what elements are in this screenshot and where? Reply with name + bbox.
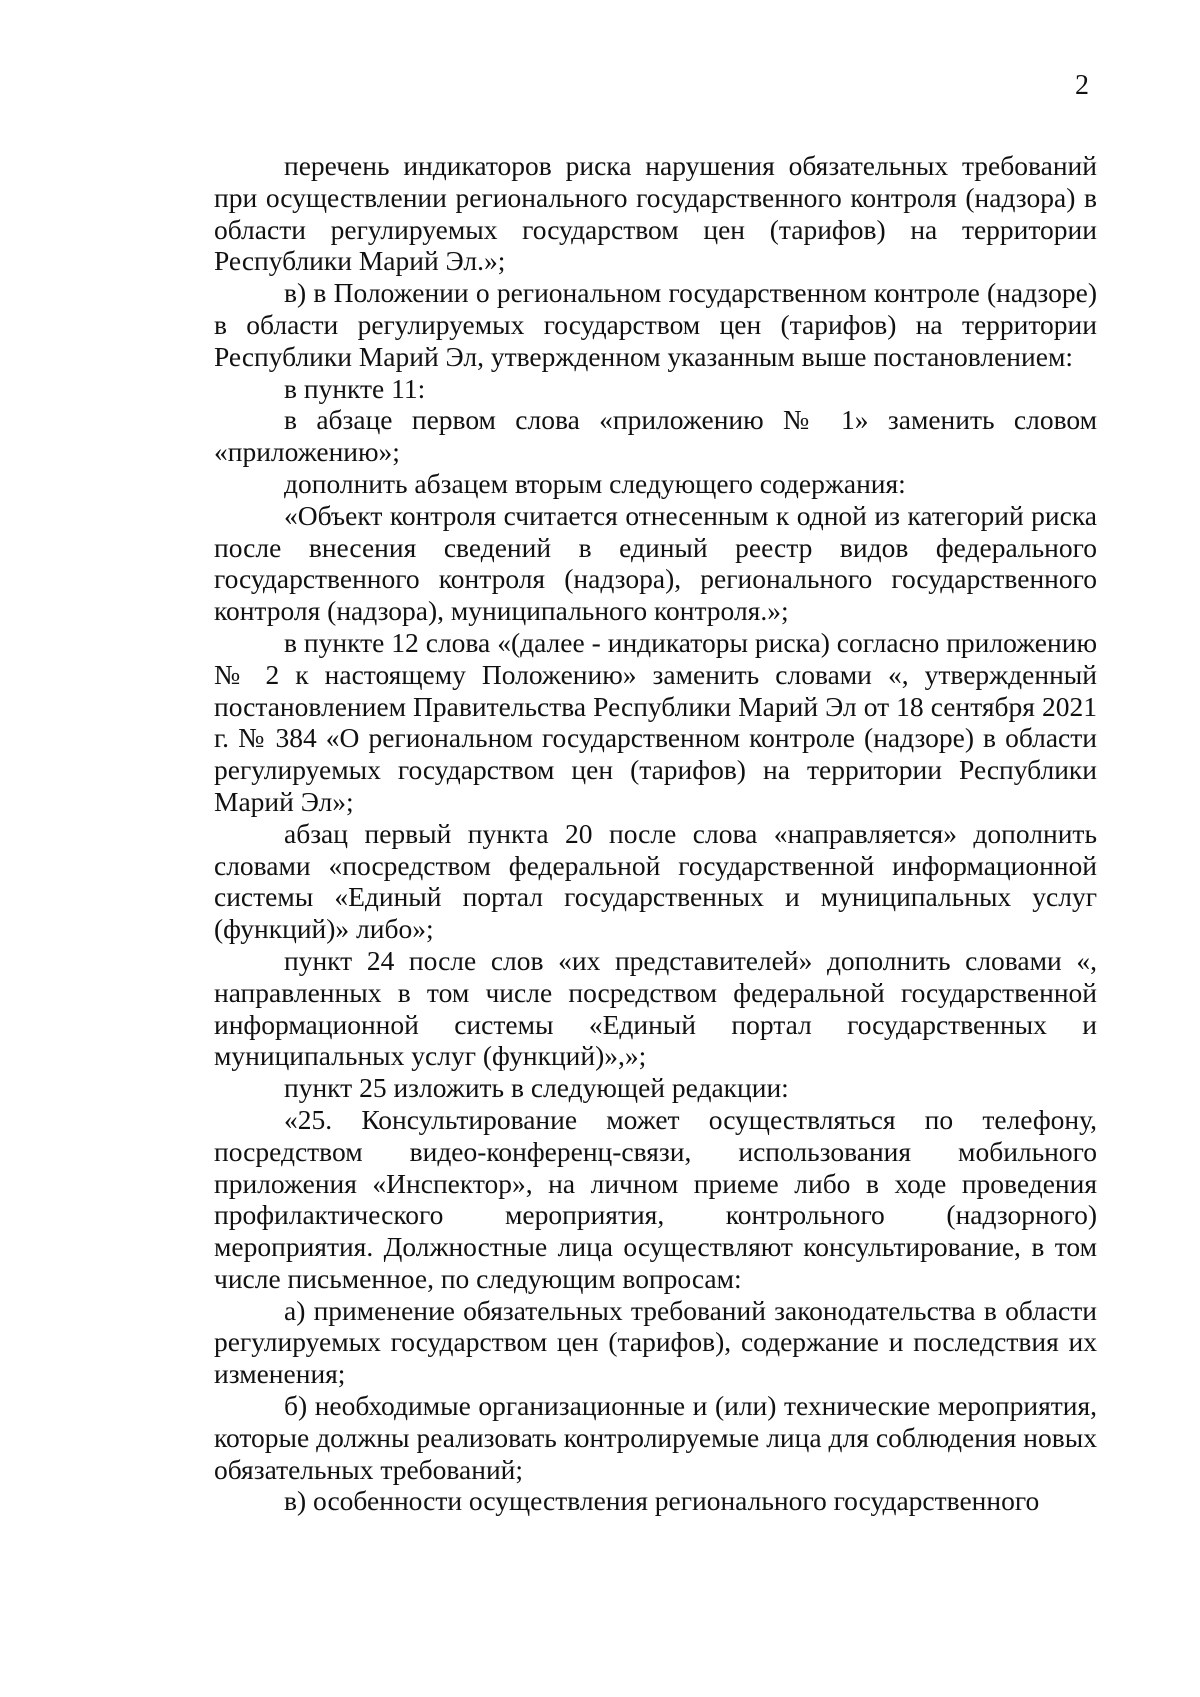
paragraph-5: дополнить абзацем вторым следующего содержания: [284,467,906,499]
paragraph-12: а) применение обязательных требований законодательства в области регулируемых государством цен (тарифов), содержание и последствия их изменения; [214,1294,1097,1390]
paragraph-8: абзац первый пункта 20 после слова «направляется» дополнить словами «посредством федеральной государственной информационной системы «Единый портал государственных и муниципальных услуг (функций)» либо»; [214,817,1097,945]
paragraph-14: в) особенности осуществления регионального государственного [284,1485,1040,1517]
document-body [214,150,1097,1517]
paragraph-13: б) необходимые организационные и (или) технические мероприятия, которые должны реализовать контролируемые лица для соблюдения новых обязательных требований; [214,1390,1097,1485]
paragraph-7: в пункте 12 слова «(далее - индикаторы риска) согласно приложению № 2 к настоящему Положению» заменить словами «, утвержденный постановлением Правительства Республики Марий Эл от 18 сентября 2021 г. № 384 «О региональном государственном контроле (надзоре) в области регулируемых государством цен (тарифов) на территории Республики Марий Эл»; [214,626,1097,817]
paragraph-1: перечень индикаторов риска нарушения обязательных требований при осуществлении регионального государственного контроля (надзора) в области регулируемых государством цен (тарифов) на территории Республики Марий Эл.»; [214,150,1097,277]
paragraph-6: «Объект контроля считается отнесенным к одной из категорий риска после внесения сведений в единый реестр видов федерального государственного контроля (надзора), регионального государственного контроля (надзора), муниципального контроля.»; [214,499,1097,627]
paragraph-2: в) в Положении о региональном государственном контроле (надзоре) в области регулируемых государством цен (тарифов) на территории Республики Марий Эл, утвержденном указанным выше постановлением: [214,277,1097,372]
paragraph-9: пункт 24 после слов «их представителей» дополнить словами «, направленных в том числе посредством федеральной государственной информационной системы «Единый портал государственных и муниципальных услуг (функций)»,»; [214,944,1097,1072]
page-number: 2 [1075,70,1089,101]
paragraph-4: в абзаце первом слова «приложению № 1» заменить словом «приложению»; [214,404,1097,468]
paragraph-11: «25. Консультирование может осуществляться по телефону, посредством видео-конференц-связи, использования мобильного приложения «Инспектор», на личном приеме либо в ходе проведения профилактического мероприятия, контрольного (надзорного) мероприятия. Должностные лица осуществляют консультирование, в том числе письменное, по следующим вопросам: [214,1103,1097,1294]
paragraph-3: в пункте 11: [284,372,426,404]
paragraph-10: пункт 25 изложить в следующей редакции: [284,1072,789,1104]
